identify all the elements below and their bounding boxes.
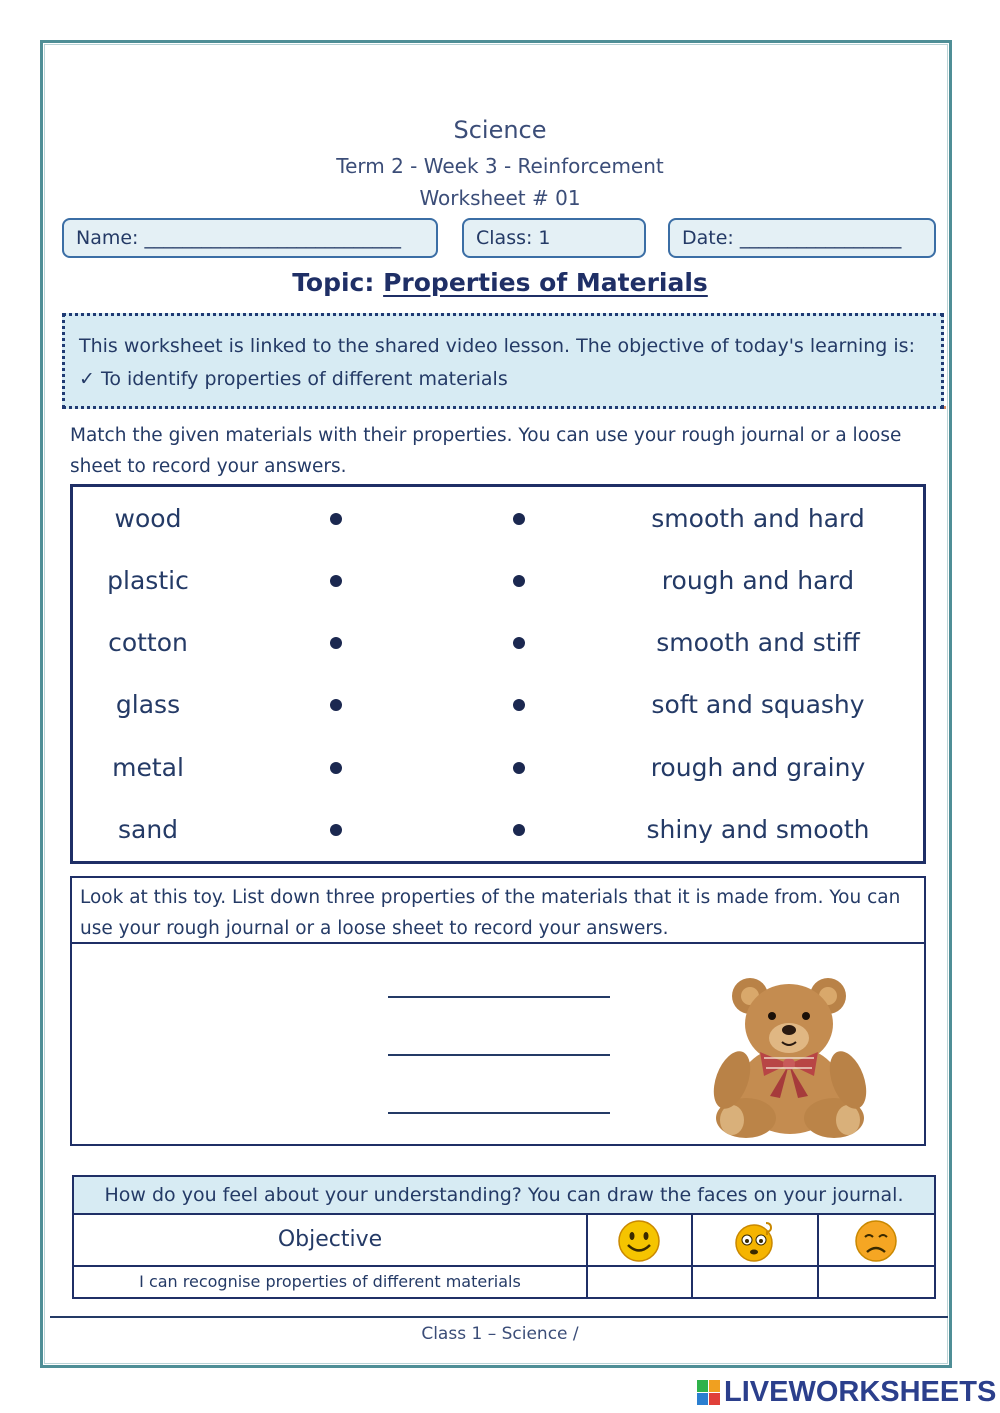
property-dot[interactable] xyxy=(513,637,525,649)
match-row xyxy=(73,748,929,788)
material-item: metal xyxy=(112,753,184,782)
feelings-question: How do you feel about your understanding? You can draw the faces on your journal. xyxy=(74,1177,934,1215)
property-item: soft and squashy xyxy=(651,690,865,719)
material-dot[interactable] xyxy=(330,575,342,587)
answer-line-3[interactable] xyxy=(388,1112,610,1114)
objective-statement: I can recognise properties of different materials xyxy=(139,1272,521,1291)
matching-instruction: Match the given materials with their properties. You can use your rough journal or a loose sheet to record your answers. xyxy=(70,425,902,477)
property-item: smooth and stiff xyxy=(656,628,860,657)
objective-intro: This worksheet is linked to the shared video lesson. The objective of today's learning is: xyxy=(79,335,915,357)
property-item: rough and hard xyxy=(661,566,855,595)
answer-line-1[interactable] xyxy=(388,996,610,998)
material-item: plastic xyxy=(107,566,189,595)
objective-column-header: Objective xyxy=(277,1227,383,1252)
material-item: wood xyxy=(114,504,182,533)
topic-heading xyxy=(0,268,1000,297)
objective-panel xyxy=(62,313,944,409)
feelings-table xyxy=(72,1175,936,1299)
date-field[interactable]: Date: _________________ xyxy=(668,218,936,258)
property-dot[interactable] xyxy=(513,762,525,774)
footer-text: Class 1 – Science / xyxy=(421,1324,579,1344)
happy-face-icon xyxy=(617,1219,661,1263)
material-dot[interactable] xyxy=(330,637,342,649)
property-item: shiny and smooth xyxy=(646,815,870,844)
property-item: rough and grainy xyxy=(650,753,866,782)
liveworksheets-logo-icon xyxy=(697,1380,721,1406)
toy-answer-panel xyxy=(70,944,926,1146)
matching-table xyxy=(70,484,926,864)
topic-title: Properties of Materials xyxy=(383,268,708,297)
objective-item: ✓ To identify properties of different materials xyxy=(79,368,508,390)
answer-line-2[interactable] xyxy=(388,1054,610,1056)
sad-face-icon xyxy=(854,1219,898,1263)
property-item: smooth and hard xyxy=(651,504,865,533)
footer-divider xyxy=(50,1316,948,1318)
class-field[interactable]: Class: 1 xyxy=(462,218,646,258)
match-row xyxy=(73,685,929,725)
confused-face-icon xyxy=(732,1219,776,1263)
teddy-bear-image xyxy=(710,968,870,1142)
match-row xyxy=(73,623,929,663)
liveworksheets-brand[interactable]: LIVEWORKSHEETS xyxy=(724,1376,997,1408)
material-item: sand xyxy=(117,815,179,844)
property-dot[interactable] xyxy=(513,513,525,525)
confused-response-cell[interactable] xyxy=(693,1267,817,1297)
sad-response-cell[interactable] xyxy=(819,1267,934,1297)
material-dot[interactable] xyxy=(330,513,342,525)
material-dot[interactable] xyxy=(330,762,342,774)
worksheet-number: Worksheet # 01 xyxy=(419,186,581,210)
term-subtitle: Term 2 - Week 3 - Reinforcement xyxy=(336,154,664,178)
match-row xyxy=(73,499,929,539)
material-dot[interactable] xyxy=(330,824,342,836)
material-item: glass xyxy=(115,690,181,719)
subject-title: Science xyxy=(453,116,547,144)
happy-response-cell[interactable] xyxy=(588,1267,691,1297)
material-item: cotton xyxy=(108,628,188,657)
property-dot[interactable] xyxy=(513,575,525,587)
property-dot[interactable] xyxy=(513,824,525,836)
name-field[interactable]: Name: ___________________________ xyxy=(62,218,438,258)
property-dot[interactable] xyxy=(513,699,525,711)
material-dot[interactable] xyxy=(330,699,342,711)
toy-instruction: Look at this toy. List down three properties of the materials that it is made from. You can use your rough journal or a loose sheet to record your answers. xyxy=(70,876,926,944)
match-row xyxy=(73,810,929,850)
topic-label: Topic: xyxy=(292,268,375,297)
match-row xyxy=(73,561,929,601)
